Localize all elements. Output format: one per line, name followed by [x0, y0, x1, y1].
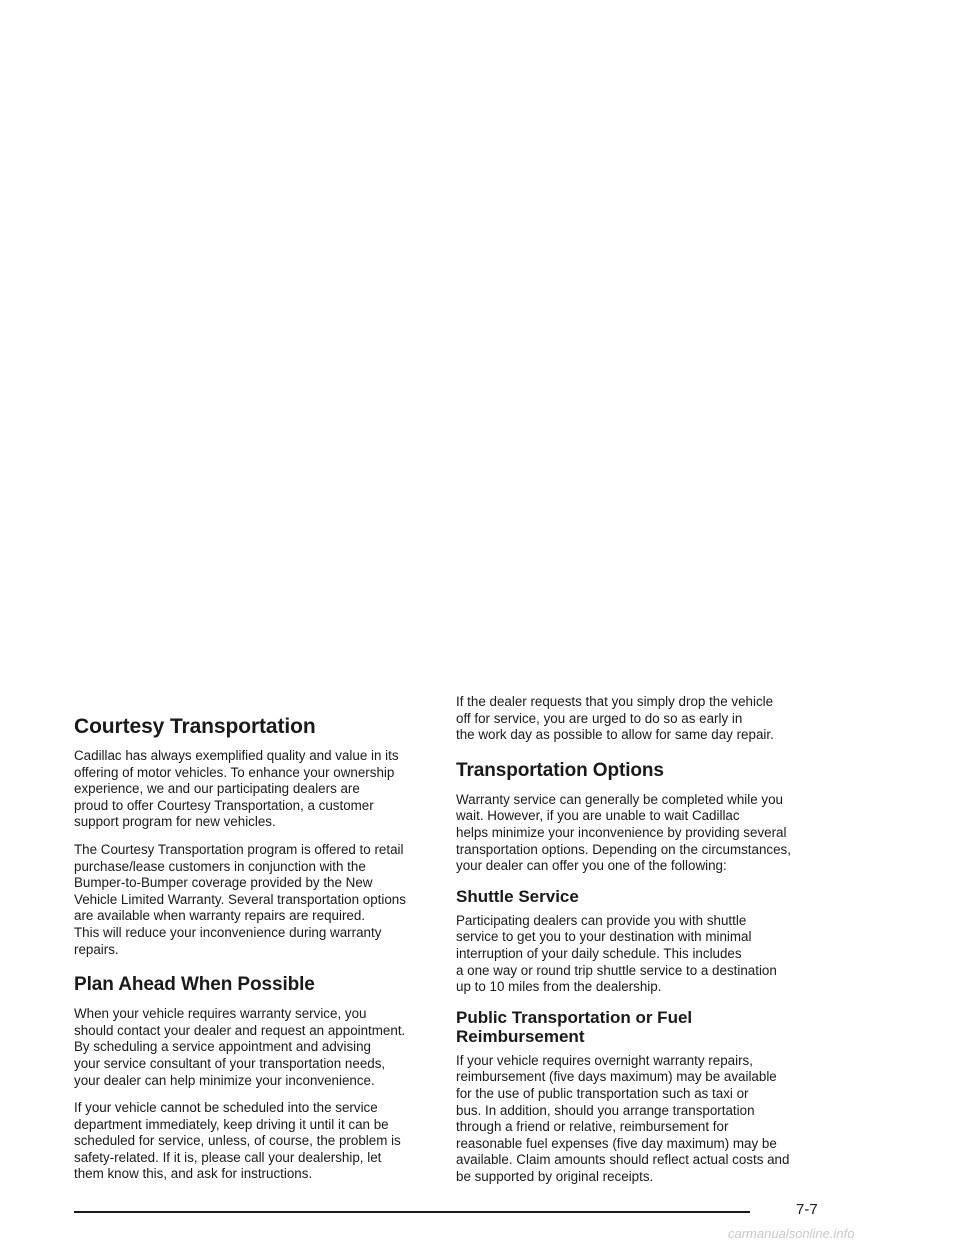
paragraph-options: Warranty service can generally be completed while you wait. However, if you are unable to wait Cadillac helps minimize your inconvenience by providing several transportation options. Depending on the circumstances, your dealer can offer you one of the following:	[456, 791, 791, 874]
paragraph-intro: Cadillac has always exemplified quality and value in its offering of motor vehicles. To enhance your ownership experience, we and our participating dealers are proud to offer Courtesy Transportation, a customer support program for new vehicles.	[74, 748, 399, 830]
title-transportation-options: Transportation Options	[456, 759, 664, 781]
title-public-transportation: Public Transportation or Fuel Reimbursement	[456, 1007, 693, 1046]
title-plan-ahead: Plan Ahead When Possible	[74, 974, 315, 996]
paragraph-cannot-schedule: If your vehicle cannot be scheduled into the service department immediately, keep driving it until it can be scheduled for service, unless, of course, the problem is safety-related. If it is, please call your dealership, let them know this, and ask for instructions.	[74, 1100, 401, 1182]
title-courtesy-transportation: Courtesy Transportation	[74, 715, 316, 738]
watermark-text: carmanualsonline.info	[728, 1226, 855, 1241]
paragraph-public: If your vehicle requires overnight warranty repairs, reimbursement (five days maximum) may be available for the use of public transportation such as taxi or bus. In addition, should you arrange transportation through a friend or relative, reimbursement for reasonable fuel expenses (five day maximum) may be available. Claim amounts should reflect actual costs and be supported by original receipts.	[456, 1052, 790, 1184]
right-column	[456, 694, 824, 1196]
title-shuttle-service: Shuttle Service	[456, 886, 579, 906]
page-number: 7-7	[796, 1201, 818, 1218]
left-column	[74, 714, 436, 1194]
paragraph-drop-off: If the dealer requests that you simply drop the vehicle off for service, you are urged to do so as early in the work day as possible to allow for same day repair.	[456, 694, 774, 743]
footer-rule	[74, 1211, 750, 1213]
paragraph-program: The Courtesy Transportation program is offered to retail purchase/lease customers in conjunction with the Bumper-to-Bumper coverage provided by the New Vehicle Limited Warranty. Several transportation options are available when warranty repairs are required. This will reduce your inconvenience during warranty repairs.	[74, 841, 406, 957]
paragraph-appointment: When your vehicle requires warranty service, you should contact your dealer and request an appointment. By scheduling a service appointment and advising your service consultant of your transportation needs, your dealer can help minimize your inconvenience.	[74, 1006, 406, 1088]
paragraph-shuttle: Participating dealers can provide you with shuttle service to get you to your destination with minimal interruption of your daily schedule. This includes a one way or round trip shuttle service to a destination up to 10 miles from the dealership.	[456, 912, 777, 995]
